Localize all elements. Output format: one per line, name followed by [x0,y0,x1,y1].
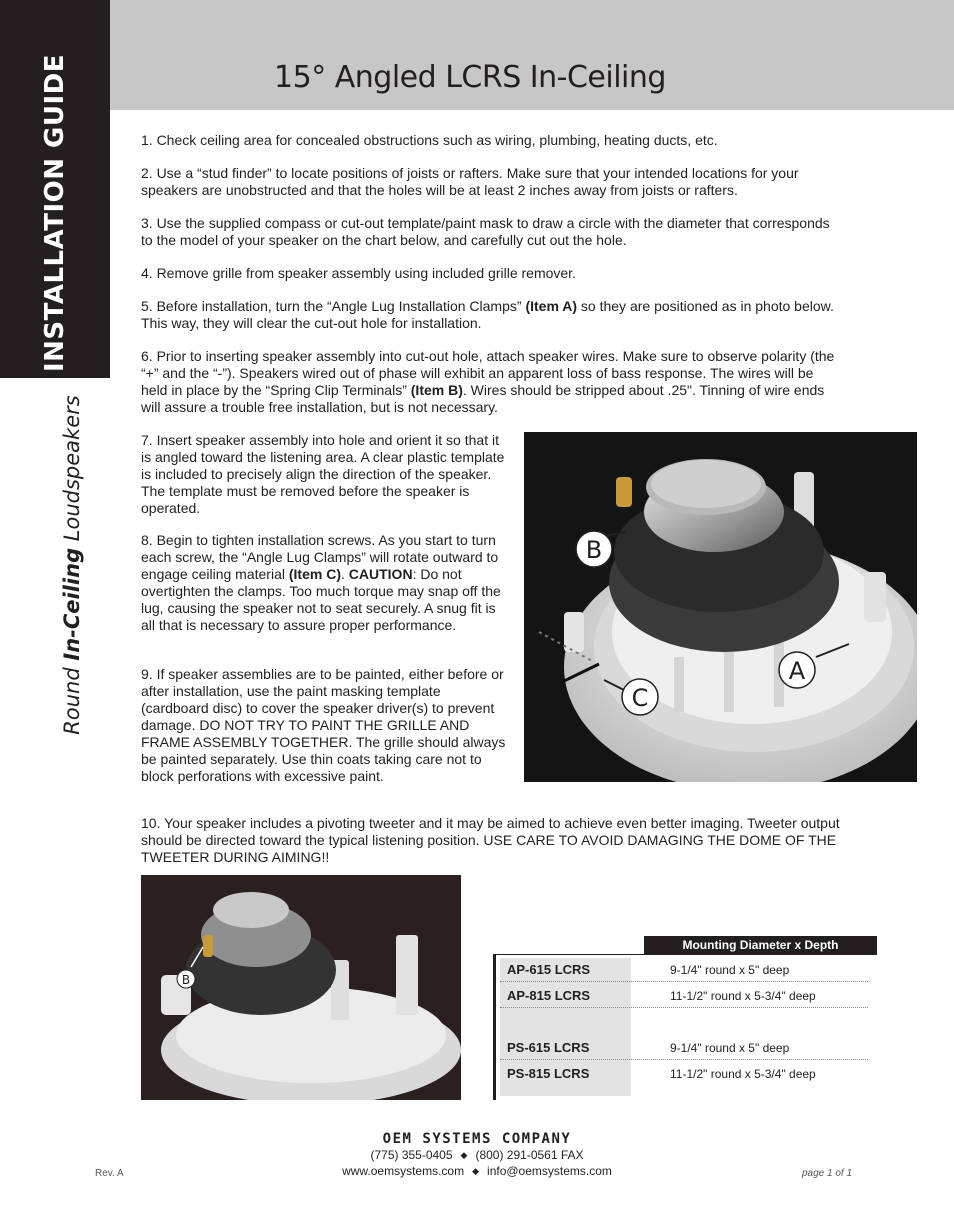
step-8-text-e: : Do not overtighten the clamps. Too much torque may snap off the lug, causing the speaker not to seat securely. A snug fit is all that is necessary to assure proper performance. [141,566,501,633]
step-8-text-a: 8. Begin to tighten installation screws. As you start to turn each screw, the “Angle Lug Clamps” will rotate outward to engage ceiling material [141,532,499,582]
footer-email-link[interactable]: info@oemsystems.com [487,1164,612,1178]
step-9: 9. If speaker assemblies are to be painted, either before or after installation, use the paint masking template (cardboard disc) to cover the speaker driver(s) to prevent damage. DO NOT TRY TO PAINT THE GRILLE AND FRAME ASSEMBLY TOGETHER. The grille should always be painted separately. Use thin coats taking care not to block perforations with excessive paint. [141,666,506,784]
table-row [500,1036,868,1060]
page-title: 15° Angled LCRS In-Ceiling [274,60,666,95]
step-7: 7. Insert speaker assembly into hole and orient it so that it is angled toward the listening area. A clear plastic template is included to precisely align the direction of the speaker. The template must be removed before the speaker is operated. [141,432,505,516]
footer-fax: (800) 291-0561 FAX [475,1148,584,1162]
table-row [500,958,868,982]
footer-phone-line [0,1148,954,1162]
sidebar-subtitle [60,395,84,734]
table-left-rule [493,954,496,1100]
footer-phone: (775) 355-0405 [370,1148,453,1162]
speaker-photo-small-art [141,875,461,1100]
step-8 [141,532,511,634]
callout-a: A [788,657,806,685]
model-dimension: 11-1/2" round x 5-3/4" deep [670,1067,816,1081]
model-dimension: 9-1/4" round x 5" deep [670,963,790,977]
revision-label: Rev. A [95,1168,124,1179]
sidebar-subtitle-post: Loudspeakers [60,395,84,548]
sidebar-subtitle-emphasis: In-Ceiling [60,547,84,661]
diamond-icon: ◆ [460,1150,468,1160]
model-name: PS-815 LCRS [507,1066,590,1081]
model-name: PS-615 LCRS [507,1040,590,1055]
step-3: 3. Use the supplied compass or cut-out template/paint mask to draw a circle with the diameter that corresponds to the model of your speaker on the chart below, and carefully cut out the hole. [141,215,830,248]
step-6 [141,348,841,416]
sidebar-subtitle-pre: Round [60,660,84,735]
step-8-text-c: . [341,566,349,582]
model-name: AP-615 LCRS [507,962,591,977]
footer-website-link[interactable]: www.oemsystems.com [342,1164,465,1178]
callout-c: C [631,684,649,712]
step-10: 10. Your speaker includes a pivoting tweeter and it may be aimed to achieve even better imaging. Tweeter output should be directed toward the typical listening position. USE CARE TO AVOID DAMAGING THE DOME OF THE TWEETER DURING AIMING!! [141,815,840,865]
model-dimension: 11-1/2" round x 5-3/4" deep [670,989,816,1003]
step-5-item-a: (Item A) [525,298,578,314]
table-top-rule [493,954,877,955]
step-4: 4. Remove grille from speaker assembly using included grille remover. [141,265,576,281]
callout-b: B [585,536,603,564]
step-6-text-c: . Wires should be stripped about .25". Tinning of wire ends will assure a trouble free installation, but is not necessary. [141,382,825,415]
step-8-caution: CAUTION [348,566,413,582]
table-header: Mounting Diameter x Depth [644,936,877,954]
table-row [500,984,868,1008]
step-2: 2. Use a “stud finder” to locate positions of joists or rafters. Make sure that your intended locations for your speakers are unobstructed and that the holes will be at least 2 inches away from joists or rafters. [141,165,799,198]
step-1: 1. Check ceiling area for concealed obstructions such as wiring, plumbing, heating ducts, etc. [141,132,718,148]
table-row [500,1062,868,1086]
sidebar-title: INSTALLATION GUIDE [40,53,70,373]
page-number: page 1 of 1 [802,1168,853,1179]
step-5-text-a: 5. Before installation, turn the “Angle Lug Installation Clamps” [141,298,526,314]
step-5 [141,298,841,332]
step-6-text-a: 6. Prior to inserting speaker assembly into cut-out hole, attach speaker wires. Make sure to observe polarity (the “+” and the “-”). Speakers wired out of phase will exhibit an apparent loss of bass response. The wires will be held in place by the “Spring Clip Terminals” [141,348,835,398]
speaker-photo-main [524,432,917,782]
step-8-item-c: (Item C) [288,566,341,582]
step-6-item-b: (Item B) [410,382,463,398]
diamond-icon: ◆ [472,1166,480,1176]
small-callout-b: B [181,973,191,987]
model-dimension: 9-1/4" round x 5" deep [670,1041,790,1055]
footer-company: OEM SYSTEMS COMPANY [382,1131,572,1147]
speaker-photo-main-art [524,432,917,782]
model-name: AP-815 LCRS [507,988,591,1003]
speaker-photo-small [141,875,461,1100]
step-5-text-c: so they are positioned as in photo below. This way, they will clear the cut-out hole for installation. [141,298,834,331]
